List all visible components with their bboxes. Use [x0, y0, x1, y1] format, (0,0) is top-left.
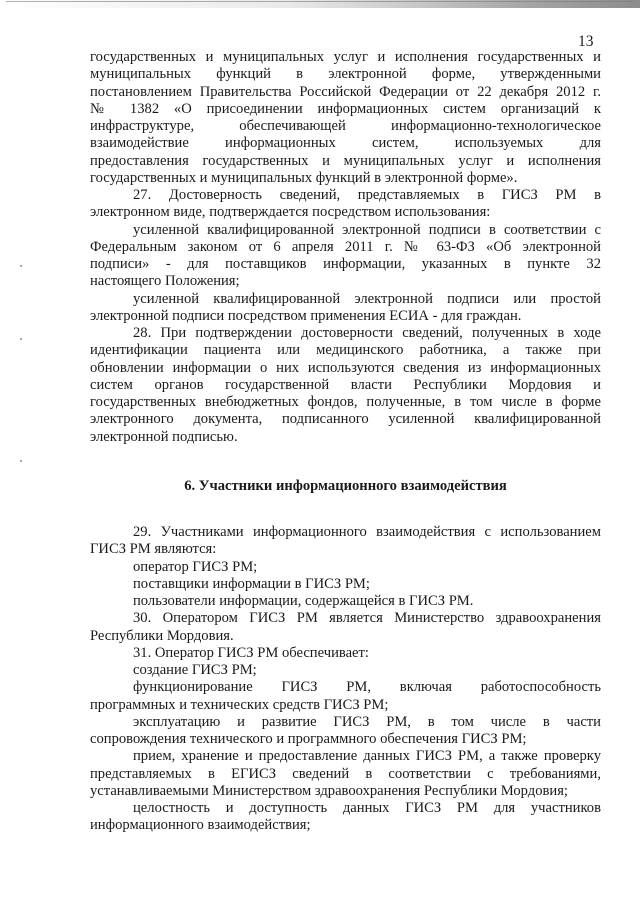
- paragraph-line: идентификации пациента или медицинского работника, а также при: [90, 342, 601, 359]
- paragraph-line: электронной подписи посредством применения ЕСИА - для граждан.: [90, 307, 522, 324]
- paragraph-line: Республики Мордовия.: [90, 627, 234, 644]
- paragraph-line: 30. Оператором ГИСЗ РМ является Министерство здравоохранения: [133, 610, 601, 627]
- scan-edge-line: [6, 1, 634, 2]
- paragraph-line: настоящего Положения;: [90, 273, 240, 290]
- list-item-cont: сопровождения технического и программного обеспечения ГИСЗ РМ;: [90, 731, 527, 747]
- paragraph-line: усиленной квалифицированной электронной подписи или простой: [133, 290, 601, 307]
- list-item-cont: представляемых в ЕГИСЗ сведений в соответствии с требованиями,: [90, 765, 601, 782]
- list-item: функционирование ГИСЗ РМ, включая работоспособность: [133, 679, 601, 696]
- list-item: пользователи информации, содержащейся в ГИСЗ РМ.: [133, 593, 474, 609]
- paragraph-line: подписи» - для поставщиков информации, указанных в пункте 32: [90, 256, 601, 272]
- paragraph-line: постановлением Правительства Российской Федерации от 22 декабря 2012 г.: [90, 83, 601, 100]
- list-item-cont: программных и технических средств ГИСЗ РМ;: [90, 696, 389, 713]
- list-item-cont: информационного взаимодействия;: [90, 817, 311, 834]
- paragraph-line: 27. Достоверность сведений, представляемых в ГИСЗ РМ в: [133, 187, 601, 203]
- paragraph-line: 31. Оператор ГИСЗ РМ обеспечивает:: [133, 644, 369, 661]
- paragraph-line: обновлении информации о них используются сведения из информационных: [90, 359, 601, 376]
- list-item: поставщики информации в ГИСЗ РМ;: [133, 575, 370, 592]
- list-item: оператор ГИСЗ РМ;: [133, 558, 258, 575]
- paragraph-line: № 1382 «О присоединении информационных систем организаций к: [90, 100, 601, 117]
- section-heading: 6. Участники информационного взаимодействия: [184, 477, 507, 494]
- document-body: [90, 49, 601, 835]
- paragraph-line: предоставления государственных и муниципальных услуг и исполнения: [90, 152, 601, 169]
- paragraph-line: государственных и муниципальных функций в электронной форме».: [90, 169, 518, 186]
- paragraph-line: электронном виде, подтверждается посредством использования:: [90, 204, 491, 221]
- page-number: 13: [578, 33, 594, 50]
- paragraph-line: электронной подписью.: [90, 428, 238, 445]
- paragraph-line: муниципальных функций в электронной форме, утвержденными: [90, 66, 601, 83]
- list-item: создание ГИСЗ РМ;: [133, 662, 257, 678]
- paragraph-line: взаимодействие информационных систем, используемых для: [90, 135, 601, 152]
- paragraph-line: Федеральным законом от 6 апреля 2011 г. № 63-ФЗ «Об электронной: [90, 238, 601, 255]
- paragraph-line: систем органов государственной власти Республики Мордовия и: [90, 376, 601, 393]
- scan-speck: [20, 338, 22, 340]
- paragraph-line: усиленной квалифицированной электронной подписи в соответствии с: [133, 221, 601, 238]
- paragraph-line: электронного документа, подписанного усиленной квалифицированной: [90, 411, 601, 428]
- scan-speck: [20, 265, 22, 267]
- paragraph-line: 28. При подтверждении достоверности сведений, полученных в ходе: [133, 325, 601, 341]
- scan-speck: [20, 460, 22, 462]
- paragraph-line: государственных и муниципальных услуг и исполнения государственных и: [90, 49, 601, 65]
- list-item: целостность и доступность данных ГИСЗ РМ для участников: [133, 800, 601, 816]
- list-item: прием, хранение и предоставление данных ГИСЗ РМ, а также проверку: [133, 748, 601, 765]
- paragraph-line: 29. Участниками информационного взаимодействия с использованием: [133, 524, 601, 540]
- paragraph-line: ГИСЗ РМ являются:: [90, 541, 217, 558]
- list-item-cont: устанавливаемыми Министерством здравоохранения Республики Мордовия;: [90, 782, 568, 799]
- paragraph-line: инфраструктуре, обеспечивающей информационно-технологическое: [90, 118, 601, 134]
- list-item: эксплуатацию и развитие ГИСЗ РМ, в том числе в части: [133, 713, 601, 730]
- paragraph-line: государственных внебюджетных фондов, полученные, в том числе в форме: [90, 394, 601, 410]
